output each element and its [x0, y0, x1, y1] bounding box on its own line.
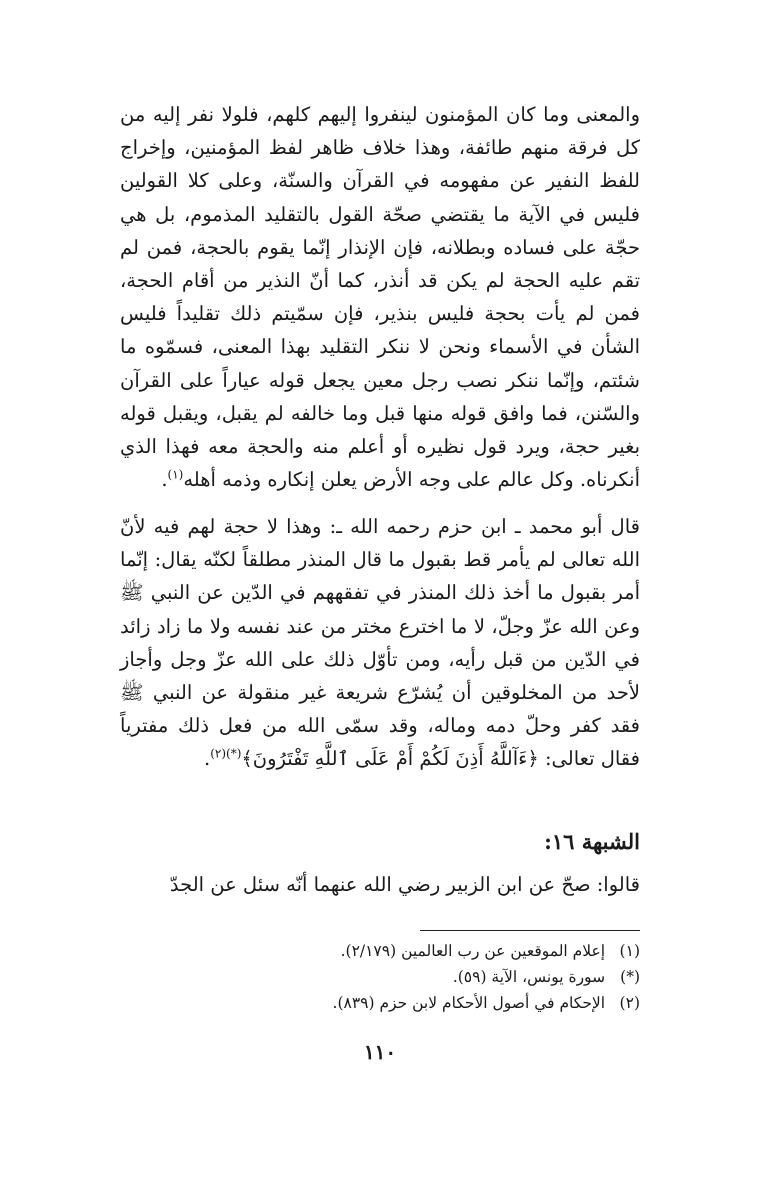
- footnotes: [120, 938, 640, 1016]
- footnote-text: إعلام الموقعين عن رب العالمين (٢/١٧٩).: [340, 942, 606, 960]
- body-paragraph-1: [120, 98, 640, 496]
- footnote-marker: (*): [620, 968, 640, 986]
- footnote-divider: [420, 930, 640, 931]
- paragraph-1-end: .: [161, 468, 168, 492]
- footnote-text: سورة يونس، الآية (٥٩).: [452, 968, 606, 986]
- body-paragraph-2: [120, 510, 640, 776]
- footnote-marker: (٢): [619, 994, 640, 1012]
- footnote-2: [120, 964, 640, 990]
- footnote-marker: (١): [619, 942, 640, 960]
- paragraph-2-text: قال أبو محمد ـ ابن حزم رحمه الله ـ: وهذا لا حجة لهم فيه لأنّ الله تعالى لم يأمر قط بقبول ما قال المنذر مطلقاً لكنّه يقال: إنّما أمر بقبول ما أخذ ذلك المنذر في تفقههم في الدّين عن النبي ﷺ وعن الله عزّ وجلّ، لا ما اخترع مختر من عند نفسه ولا ما زاد زائد في الدّين من قبل رأيه، ومن تأوّل ذلك على الله عزّ وجل وأجاز لأحد من المخلوقين أن يُشرّع شريعة غير منقولة عن النبي ﷺ فقد كفر وحلّ دمه وماله، وقد سمّى الله من فعل ذلك مفترياً فقال تعالى:: [120, 515, 640, 771]
- paragraph-2-end: .: [203, 747, 211, 771]
- paragraph-1-text: والمعنى وما كان المؤمنون لينفروا إليهم كلهم، فلولا نفر إليه من كل فرقة منهم طائفة، وهذا خلاف ظاهر لفظ المؤمنين، وإخراج للفظ النفير عن مفهومه في القرآن والسنّة، وعلى كلا القولين فليس في الآية ما يقتضي صحّة القول بالتقليد المذموم، بل هي حجّة على فساده وبطلانه، فإن الإنذار إنّما يقوم بالحجة، فمن لم تقم عليه الحجة لم يكن قد أنذر، كما أنّ النذير من أقام الحجة، فمن لم يأت بحجة فليس بنذير، فإن سمّيتم ذلك تقليداً فليس الشأن في الأسماء ونحن لا ننكر التقليد بهذا المعنى، فسمّوه ما شئتم، وإنّما ننكر نصب رجل معين يجعل قوله عياراً على القرآن والسّنن، فما وافق قوله منها قبل وما خالفه لم يقبل، ويقبل قوله بغير حجة، ويرد قول نظيره أو أعلم منه والحجة معه فهذا الذي أنكرناه. وكل عالم على وجه الأرض يعلن إنكاره وذمه أهله: [120, 103, 640, 492]
- section-heading: الشبهة ١٦:: [544, 829, 640, 854]
- footnote-3: [120, 990, 640, 1016]
- page-number: ١١٠: [363, 1040, 397, 1064]
- footnote-ref-2: (*)(٢): [210, 746, 242, 761]
- footnote-text: الإحكام في أصول الأحكام لابن حزم (٨٣٩).: [332, 994, 606, 1012]
- footnote-ref-1: (١): [167, 467, 184, 482]
- quran-verse: ﴿ءَآللَّهُ أَذِنَ لَكُمْ أَمْ عَلَى ٱللَّهِ تَفْتَرُونَ﴾: [241, 747, 539, 771]
- body-paragraph-3: قالوا: صحّ عن ابن الزبير رضي الله عنهما أنّه سئل عن الجدّ: [169, 873, 640, 896]
- footnote-1: [120, 938, 640, 964]
